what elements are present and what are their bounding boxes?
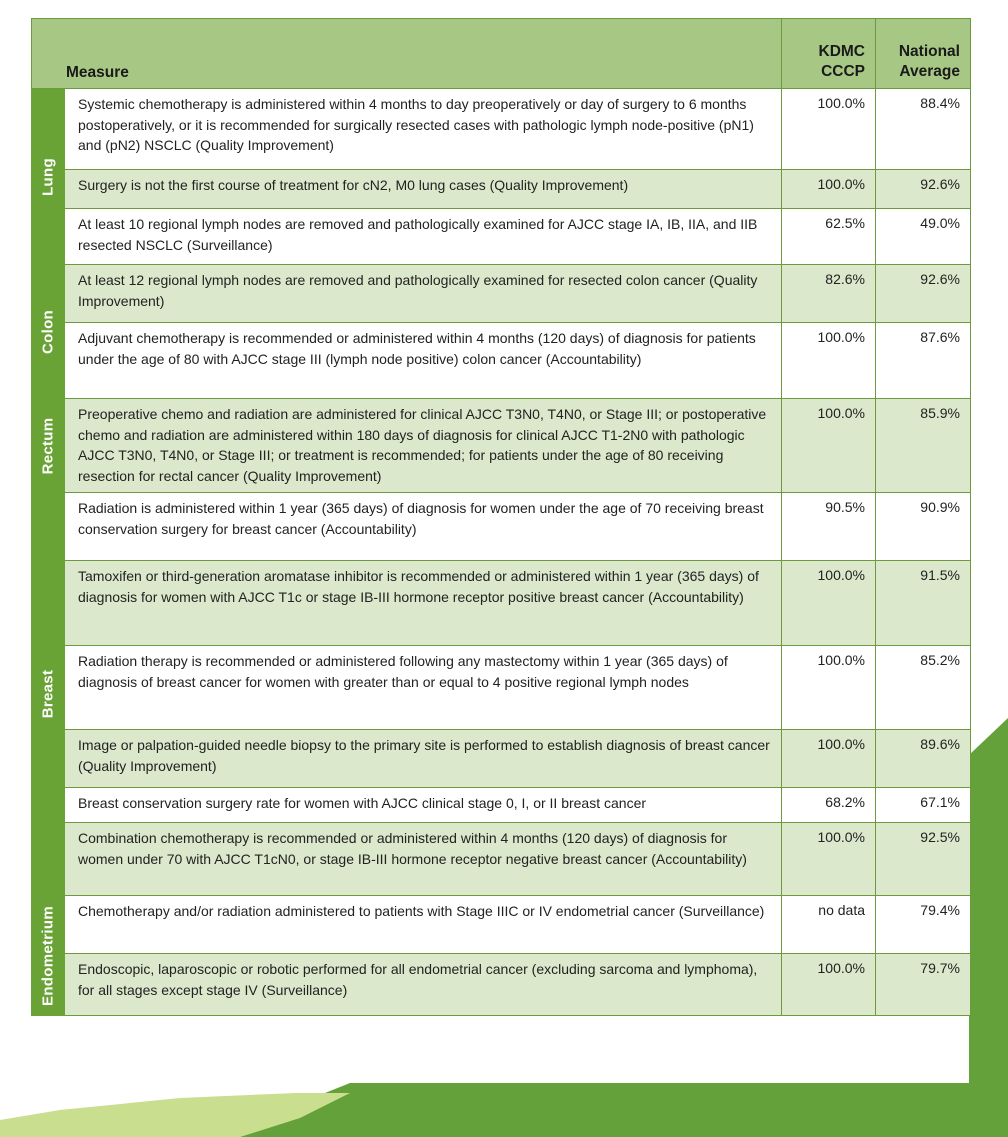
measure-cell: Tamoxifen or third-generation aromatase inhibitor is recommended or administered within 1 year (365 days) of diagnosis for women with AJCC T1c or stage IB-III hormone receptor positive breast cancer (Accountability) [65,561,782,646]
table-row [32,730,971,788]
kdmc-value-cell: 82.6% [782,265,876,323]
kdmc-value-cell: 68.2% [782,788,876,823]
measure-cell: Image or palpation-guided needle biopsy to the primary site is performed to establish diagnosis of breast cancer (Quality Improvement) [65,730,782,788]
table-row [32,265,971,323]
measure-cell: Combination chemotherapy is recommended or administered within 4 months (120 days) of diagnosis for women under 70 with AJCC T1cN0, or stage IB-III hormone receptor negative breast cancer (Accountability) [65,823,782,896]
kdmc-value-cell: 100.0% [782,823,876,896]
national-value-cell: 88.4% [876,89,971,170]
table-row [32,399,971,493]
table-row [32,493,971,561]
national-value-cell: 92.5% [876,823,971,896]
national-value-cell: 79.4% [876,896,971,954]
measure-cell: Surgery is not the first course of treatment for cN2, M0 lung cases (Quality Improvement) [65,170,782,209]
kdmc-value-cell: 100.0% [782,954,876,1016]
table-row [32,646,971,730]
measure-cell: Adjuvant chemotherapy is recommended or administered within 4 months (120 days) of diagnosis for patients under the age of 80 with AJCC stage III (lymph node positive) colon cancer (Accountability) [65,323,782,399]
table-row [32,823,971,896]
table-row [32,170,971,209]
measure-cell: At least 12 regional lymph nodes are removed and pathologically examined for resected colon cancer (Quality Improvement) [65,265,782,323]
national-value-cell: 79.7% [876,954,971,1016]
category-cell [32,265,65,399]
kdmc-value-cell: 90.5% [782,493,876,561]
table-row [32,954,971,1016]
header-measure: Measure [32,19,782,89]
kdmc-value-cell: 100.0% [782,561,876,646]
header-kdmc-cccp: KDMC CCCP [782,19,876,89]
national-value-cell: 92.6% [876,170,971,209]
category-cell [32,493,65,896]
category-cell [32,896,65,1016]
national-value-cell: 49.0% [876,209,971,265]
table-row [32,788,971,823]
national-value-cell: 85.9% [876,399,971,493]
national-value-cell: 85.2% [876,646,971,730]
table-row [32,89,971,170]
category-cell [32,399,65,493]
measure-cell: Endoscopic, laparoscopic or robotic performed for all endometrial cancer (excluding sarcoma and lymphoma), for all stages except stage IV (Surveillance) [65,954,782,1016]
header-national-average: National Average [876,19,971,89]
national-value-cell: 89.6% [876,730,971,788]
category-label: Colon [39,309,57,354]
table-row [32,209,971,265]
category-label: Rectum [39,417,57,474]
table-row [32,561,971,646]
national-value-cell: 87.6% [876,323,971,399]
measure-cell: Chemotherapy and/or radiation administered to patients with Stage IIIC or IV endometrial cancer (Surveillance) [65,896,782,954]
category-label: Lung [39,157,57,196]
category-cell [32,89,65,265]
national-value-cell: 67.1% [876,788,971,823]
kdmc-value-cell: 100.0% [782,323,876,399]
category-label: Breast [39,669,57,719]
measure-cell: Systemic chemotherapy is administered within 4 months to day preoperatively or day of surgery to 6 months postoperatively, or it is recommended for surgically resected cases with pathologic lymph node-positive (pN1) and (pN2) NSCLC (Quality Improvement) [65,89,782,170]
kdmc-value-cell: 100.0% [782,646,876,730]
kdmc-value-cell: 100.0% [782,399,876,493]
kdmc-value-cell: no data [782,896,876,954]
category-label: Endometrium [39,905,57,1006]
measure-cell: Preoperative chemo and radiation are administered for clinical AJCC T3N0, T4N0, or Stage III; or postoperative chemo and radiation are administered within 180 days of diagnosis for clinical AJCC T1-2N0 with pathologic AJCC T3N0, T4N0, or Stage III; or treatment is recommended; for patients under the age of 80 receiving resection for rectal cancer (Quality Improvement) [65,399,782,493]
table-row [32,896,971,954]
table-row [32,323,971,399]
kdmc-value-cell: 100.0% [782,170,876,209]
quality-measures-table [31,18,971,1016]
kdmc-value-cell: 62.5% [782,209,876,265]
kdmc-value-cell: 100.0% [782,89,876,170]
national-value-cell: 91.5% [876,561,971,646]
national-value-cell: 92.6% [876,265,971,323]
table-body [32,89,971,1016]
measure-cell: Radiation therapy is recommended or administered following any mastectomy within 1 year (365 days) of diagnosis of breast cancer for women with greater than or equal to 4 positive regional lymph nodes [65,646,782,730]
measure-cell: Radiation is administered within 1 year (365 days) of diagnosis for women under the age of 70 receiving breast conservation surgery for breast cancer (Accountability) [65,493,782,561]
measure-cell: At least 10 regional lymph nodes are removed and pathologically examined for AJCC stage IA, IB, IIA, and IIB resected NSCLC (Surveillance) [65,209,782,265]
kdmc-value-cell: 100.0% [782,730,876,788]
measure-cell: Breast conservation surgery rate for women with AJCC clinical stage 0, I, or II breast cancer [65,788,782,823]
table-header-row [32,19,971,89]
national-value-cell: 90.9% [876,493,971,561]
